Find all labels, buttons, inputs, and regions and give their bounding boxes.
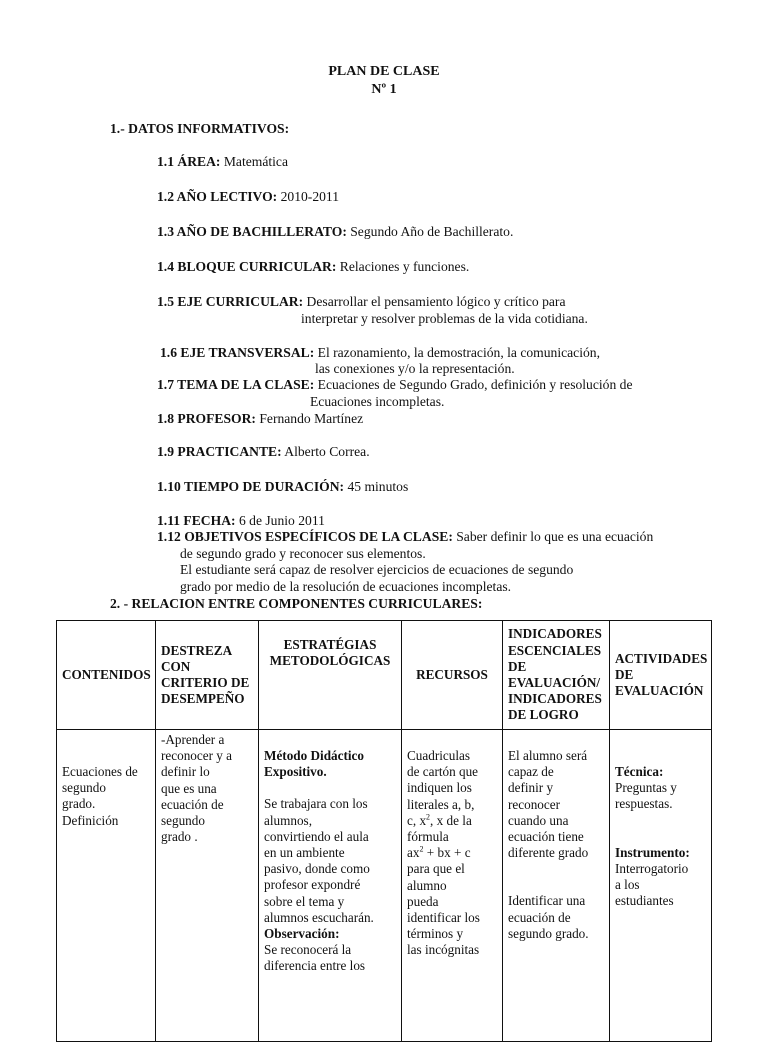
document-number: Nº 1 (371, 82, 397, 97)
header-indicadores: INDICADORES ESCENCIALES DE EVALUACIÓN/ INDICADORES DE LOGRO (503, 621, 610, 730)
table-row (57, 730, 712, 1042)
cell-actividades: Técnica: Preguntas y respuestas. Instrumento: Interrogatorio a los estudiantes (610, 730, 712, 1042)
item-tema-clase: 1.7 TEMA DE LA CLASE: Ecuaciones de Segundo Grado, definición y resolución de (157, 377, 633, 392)
table-header-row (57, 621, 712, 730)
header-recursos: RECURSOS (402, 621, 503, 730)
cell-recursos: Cuadriculas de cartón que indiquen los literales a, b, c, $x^2$, x de la fórmula $ax^2$ + bx + c para que el alumno pueda identificar los términos y las incógnitas (402, 730, 503, 1042)
item-objetivos-cont-2: El estudiante será capaz de resolver ejercicios de ecuaciones de segundo (180, 562, 574, 577)
item-tema-clase-cont: Ecuaciones incompletas. (310, 394, 445, 409)
item-eje-curricular: 1.5 EJE CURRICULAR: Desarrollar el pensamiento lógico y crítico para (157, 294, 566, 309)
item-practicante: 1.9 PRACTICANTE: Alberto Correa. (157, 444, 370, 459)
section1-heading: 1.- DATOS INFORMATIVOS: (110, 121, 290, 136)
section2-heading: 2. - RELACION ENTRE COMPONENTES CURRICULARES: (110, 596, 483, 611)
item-bloque-curricular: 1.4 BLOQUE CURRICULAR: Relaciones y funciones. (157, 259, 470, 274)
cell-contenidos: Ecuaciones de segundo grado. Definición (57, 730, 156, 1042)
header-actividades: ACTIVIDADES DE EVALUACIÓN (610, 621, 712, 730)
item-tiempo: 1.10 TIEMPO DE DURACIÓN: 45 minutos (157, 479, 409, 494)
header-estrategias: ESTRATÉGIAS METODOLÓGICAS (259, 621, 402, 730)
item-eje-transversal: 1.6 EJE TRANSVERSAL: El razonamiento, la demostración, la comunicación, (160, 345, 600, 360)
cell-indicadores: El alumno será capaz de definir y reconocer cuando una ecuación tiene diferente grado Identificar una ecuación de segundo grado. (503, 730, 610, 1042)
item-profesor: 1.8 PROFESOR: Fernando Martínez (157, 411, 364, 426)
item-ano-lectivo: 1.2 AÑO LECTIVO: 2010-2011 (157, 189, 340, 204)
item-objetivos: 1.12 OBJETIVOS ESPECÍFICOS DE LA CLASE: Saber definir lo que es una ecuación (157, 529, 654, 544)
curricular-components-table (56, 620, 712, 1042)
item-eje-curricular-cont: interpretar y resolver problemas de la vida cotidiana. (301, 311, 588, 326)
item-eje-transversal-cont: las conexiones y/o la representación. (315, 361, 515, 376)
cell-estrategias: Método Didáctico Expositivo. Se trabajara con los alumnos, convirtiendo el aula en un ambiente pasivo, donde como profesor expondré sobre el tema y alumnos escucharán. Observación: Se reconocerá la diferencia entre los (259, 730, 402, 1042)
item-ano-bachillerato: 1.3 AÑO DE BACHILLERATO: Segundo Año de Bachillerato. (157, 224, 514, 239)
header-contenidos: CONTENIDOS (57, 621, 156, 730)
header-destreza: DESTREZA CON CRITERIO DE DESEMPEÑO (156, 621, 259, 730)
cell-destreza: -Aprender a reconocer y a definir lo que es una ecuación de segundo grado . (156, 730, 259, 1042)
item-fecha: 1.11 FECHA: 6 de Junio 2011 (157, 513, 325, 528)
document-title: PLAN DE CLASE (328, 64, 440, 79)
item-area: 1.1 ÁREA: Matemática (157, 154, 289, 169)
item-objetivos-cont-3: grado por medio de la resolución de ecuaciones incompletas. (180, 579, 512, 594)
item-objetivos-cont-1: de segundo grado y reconocer sus elementos. (180, 546, 426, 561)
